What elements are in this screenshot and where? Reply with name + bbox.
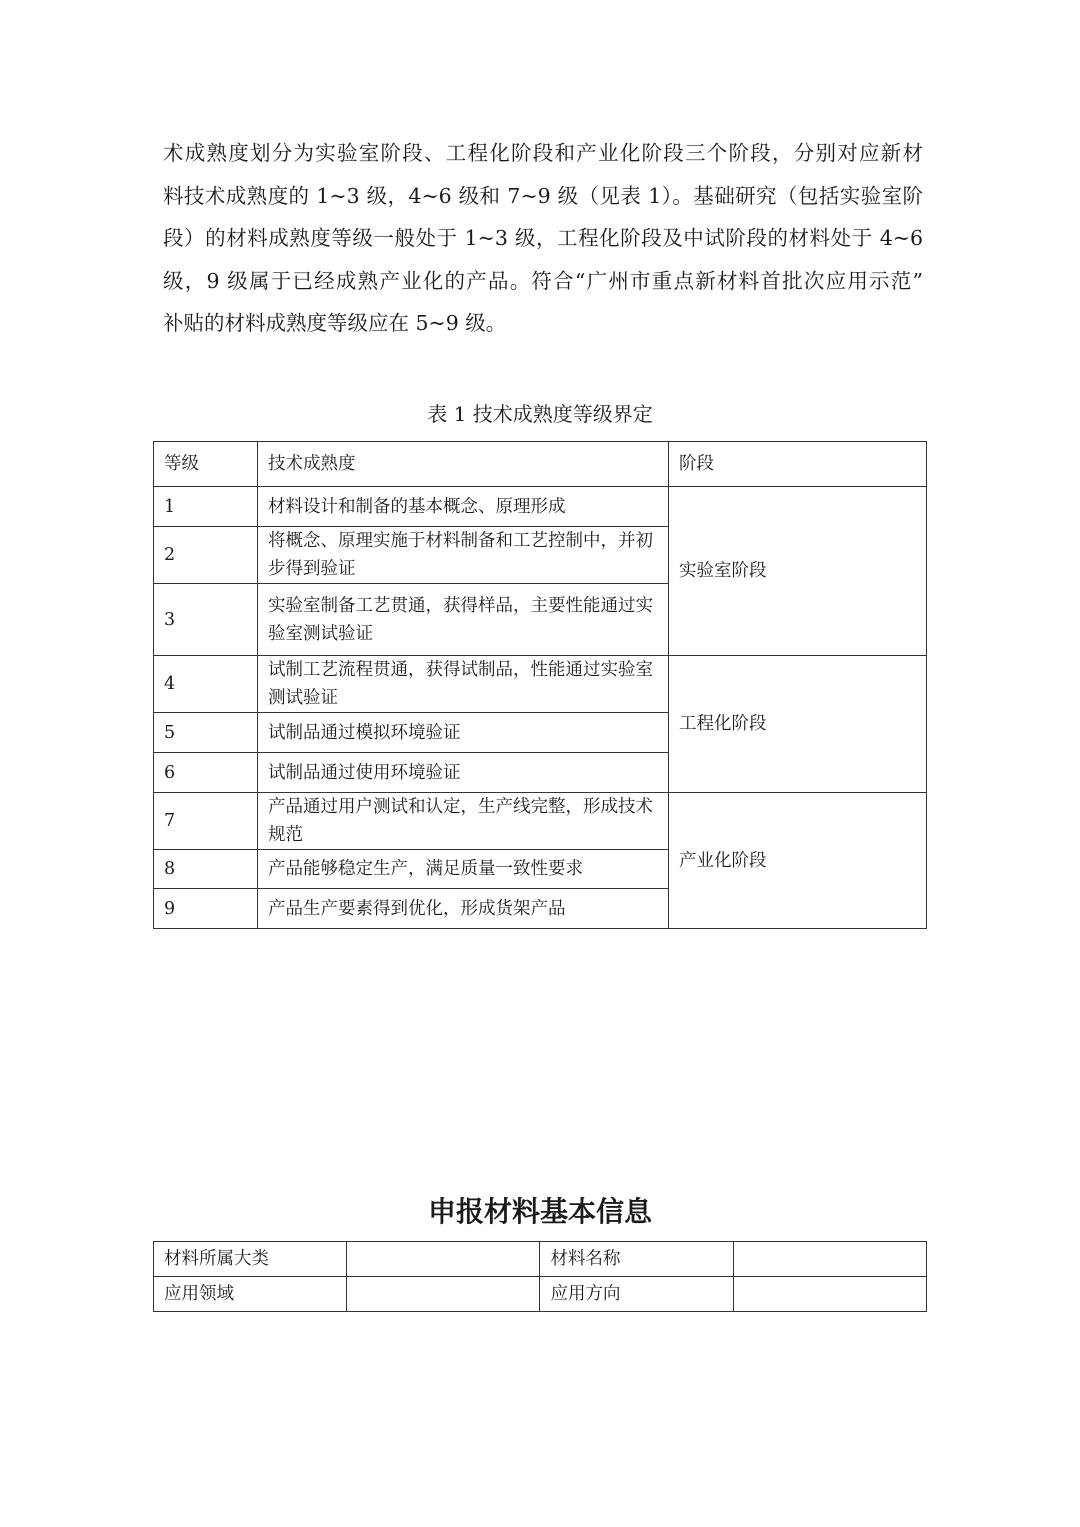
maturity-cell: 将概念、原理实施于材料制备和工艺控制中，并初步得到验证 [258,527,669,584]
paragraph-line: 料技术成熟度的 1~3 级，4~6 级和 7~9 级（见表 1）。基础研究（包括实验室阶 [163,183,923,208]
maturity-cell: 试制工艺流程贯通，获得试制品，性能通过实验室测试验证 [258,656,669,713]
level-cell: 9 [154,889,258,929]
header-level: 等级 [154,442,258,487]
table-row [154,487,927,527]
maturity-cell: 材料设计和制备的基本概念、原理形成 [258,487,669,527]
level-cell: 4 [154,656,258,713]
maturity-cell: 实验室制备工艺贯通，获得样品，主要性能通过实验室测试验证 [258,584,669,656]
maturity-cell: 产品能够稳定生产，满足质量一致性要求 [258,850,669,889]
stage-cell-lab: 实验室阶段 [669,487,927,656]
maturity-cell: 产品通过用户测试和认定，生产线完整，形成技术规范 [258,793,669,850]
application-direction-field[interactable] [733,1277,926,1312]
level-cell: 7 [154,793,258,850]
maturity-level-table [153,441,927,929]
maturity-cell: 试制品通过使用环境验证 [258,753,669,793]
header-stage: 阶段 [669,442,927,487]
info-row [154,1277,927,1312]
table-row [154,656,927,713]
paragraph-line: 补贴的材料成熟度等级应在 5~9 级。 [163,311,507,335]
level-cell: 8 [154,850,258,889]
paragraph-line: 级，9 级属于已经成熟产业化的产品。符合“广州市重点新材料首批次应用示范” [163,268,923,293]
material-category-label: 材料所属大类 [154,1242,347,1277]
material-name-label: 材料名称 [540,1242,733,1277]
intro-paragraph [163,132,923,345]
table-caption: 表 1 技术成熟度等级界定 [427,402,653,426]
level-cell: 5 [154,713,258,753]
application-field-label: 应用领域 [154,1277,347,1312]
application-field-field[interactable] [347,1277,540,1312]
material-name-field[interactable] [733,1242,926,1277]
application-direction-label: 应用方向 [540,1277,733,1312]
material-category-field[interactable] [347,1242,540,1277]
paragraph-line: 段）的材料成熟度等级一般处于 1~3 级，工程化阶段及中试阶段的材料处于 4~6 [163,226,923,250]
maturity-cell: 产品生产要素得到优化，形成货架产品 [258,889,669,929]
level-cell: 6 [154,753,258,793]
info-row [154,1242,927,1277]
stage-cell-engineering: 工程化阶段 [669,656,927,793]
level-cell: 1 [154,487,258,527]
header-maturity: 技术成熟度 [258,442,669,487]
table-header-row [154,442,927,487]
table-row [154,793,927,850]
maturity-cell: 试制品通过模拟环境验证 [258,713,669,753]
stage-cell-industrial: 产业化阶段 [669,793,927,929]
info-form-table [153,1241,927,1312]
level-cell: 3 [154,584,258,656]
paragraph-line: 术成熟度划分为实验室阶段、工程化阶段和产业化阶段三个阶段，分别对应新材 [163,141,923,165]
info-section-title: 申报材料基本信息 [427,1195,652,1228]
level-cell: 2 [154,527,258,584]
